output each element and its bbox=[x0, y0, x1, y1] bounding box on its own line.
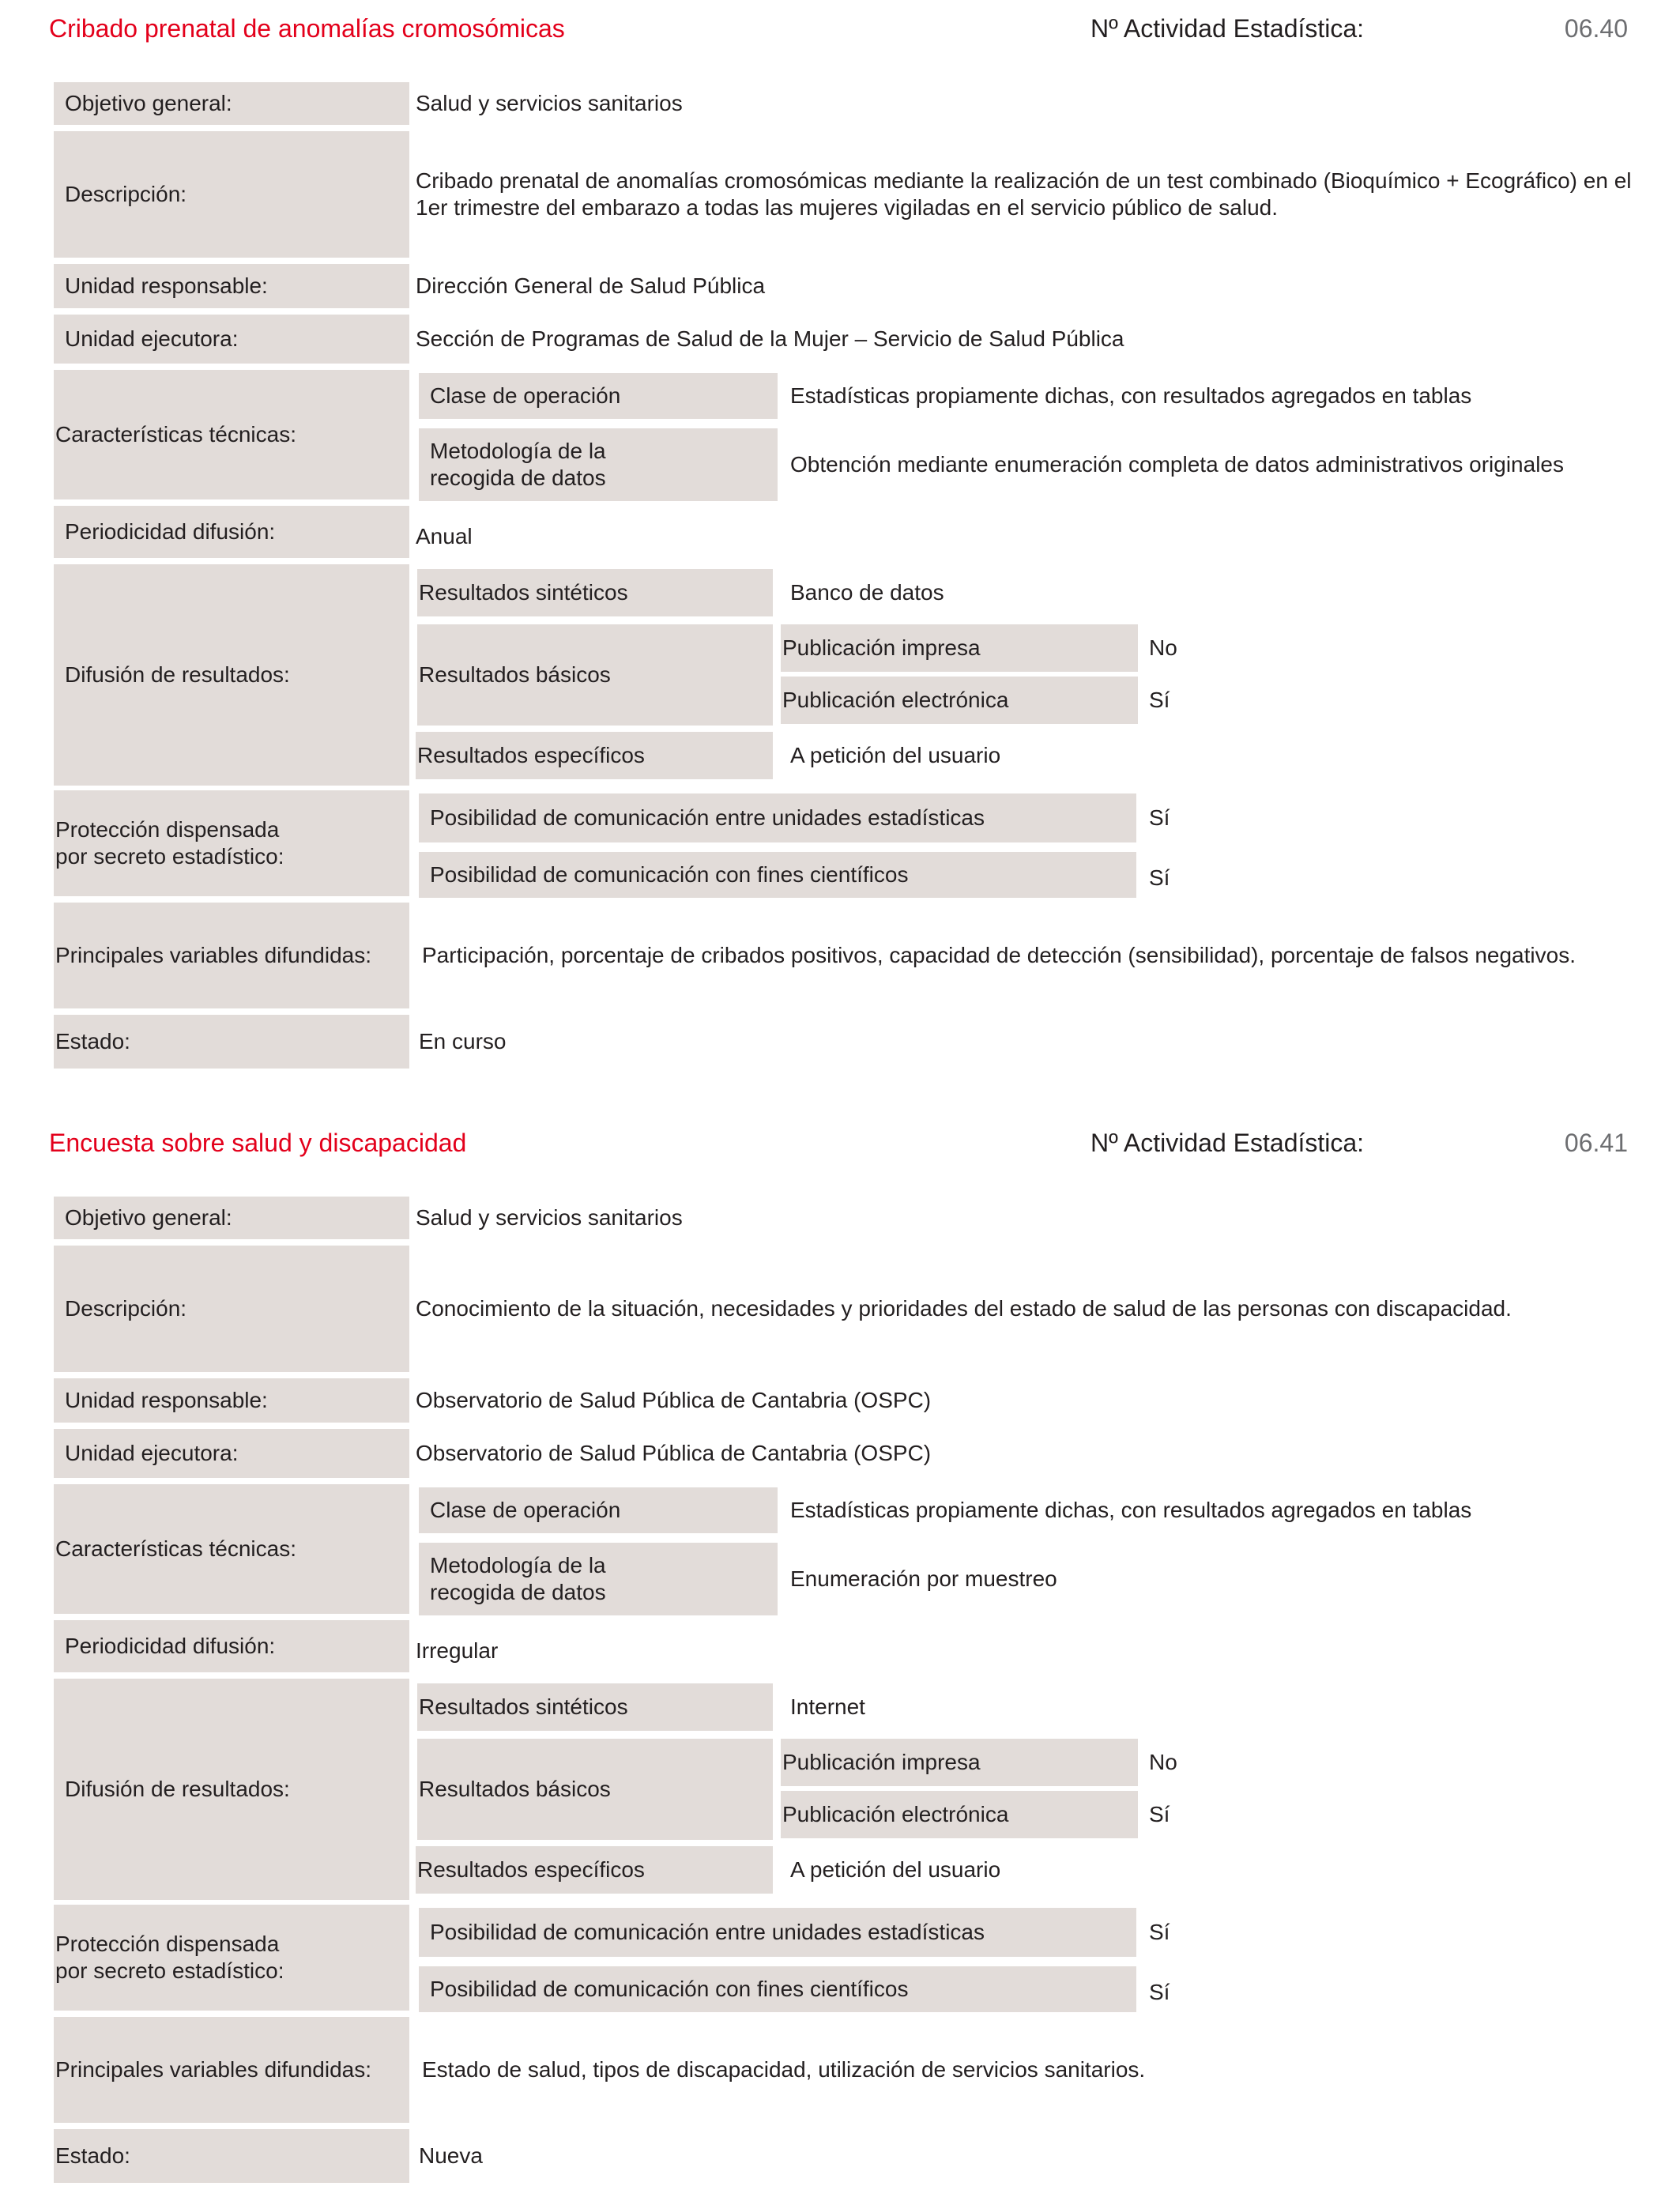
resultados-sinteticos-value: Internet bbox=[790, 1694, 865, 1719]
publicacion-impresa-label: Publicación impresa bbox=[781, 624, 1138, 672]
descripcion-label: Descripción: bbox=[54, 1246, 409, 1372]
comunicacion-cientificos-label: Posibilidad de comunicación con fines científicos bbox=[419, 1966, 1136, 2012]
resultados-basicos-label: Resultados básicos bbox=[417, 624, 773, 726]
objetivo-value: Salud y servicios sanitarios bbox=[416, 1205, 683, 1230]
proteccion-label: Protección dispensada por secreto estadístico: bbox=[54, 790, 409, 896]
variables-value: Participación, porcentaje de cribados positivos, capacidad de detección (sensibilidad), porcentaje de falsos negativos. bbox=[422, 943, 1576, 967]
resultados-sinteticos-label: Resultados sintéticos bbox=[417, 569, 773, 616]
activity-title: Encuesta sobre salud y discapacidad bbox=[49, 1129, 467, 1157]
statistical-activity-record bbox=[0, 0, 1680, 1091]
publicacion-impresa-label: Publicación impresa bbox=[781, 1739, 1138, 1786]
caracteristicas-label: Características técnicas: bbox=[54, 370, 409, 499]
comunicacion-cientificos-value: Sí bbox=[1149, 1980, 1170, 2004]
statistical-activity-record bbox=[0, 1114, 1680, 2205]
resultados-sinteticos-value: Banco de datos bbox=[790, 580, 944, 605]
resultados-sinteticos-label: Resultados sintéticos bbox=[417, 1683, 773, 1731]
activity-number-label: Nº Actividad Estadística: bbox=[1090, 1129, 1365, 1157]
unidad-responsable-label: Unidad responsable: bbox=[54, 264, 409, 308]
publicacion-impresa-value: No bbox=[1149, 1750, 1177, 1774]
unidad-ejecutora-value: Observatorio de Salud Pública de Cantabria (OSPC) bbox=[416, 1441, 932, 1465]
unidad-responsable-label: Unidad responsable: bbox=[54, 1378, 409, 1423]
publicacion-electronica-label: Publicación electrónica bbox=[781, 677, 1138, 724]
objetivo-value: Salud y servicios sanitarios bbox=[416, 91, 683, 115]
activity-number: 06.41 bbox=[1564, 1129, 1628, 1157]
activity-number-label: Nº Actividad Estadística: bbox=[1090, 14, 1365, 43]
periodicidad-value: Anual bbox=[416, 524, 473, 548]
metodologia-value: Enumeración por muestreo bbox=[790, 1566, 1057, 1591]
periodicidad-label: Periodicidad difusión: bbox=[54, 1620, 409, 1672]
clase-operacion-label: Clase de operación bbox=[419, 1487, 778, 1533]
variables-label: Principales variables difundidas: bbox=[54, 2017, 409, 2123]
publicacion-electronica-value: Sí bbox=[1149, 1802, 1170, 1826]
unidad-responsable-value: Dirección General de Salud Pública bbox=[416, 273, 766, 298]
metodologia-label: Metodología de la recogida de datos bbox=[419, 428, 778, 501]
variables-value: Estado de salud, tipos de discapacidad, utilización de servicios sanitarios. bbox=[422, 2057, 1146, 2082]
publicacion-impresa-value: No bbox=[1149, 635, 1177, 660]
publicacion-electronica-label: Publicación electrónica bbox=[781, 1791, 1138, 1838]
unidad-ejecutora-value: Sección de Programas de Salud de la Mujer – Servicio de Salud Pública bbox=[416, 326, 1124, 351]
unidad-ejecutora-label: Unidad ejecutora: bbox=[54, 1429, 409, 1478]
comunicacion-unidades-label: Posibilidad de comunicación entre unidades estadísticas bbox=[419, 793, 1136, 842]
resultados-basicos-label: Resultados básicos bbox=[417, 1739, 773, 1840]
clase-operacion-label: Clase de operación bbox=[419, 373, 778, 419]
clase-operacion-value: Estadísticas propiamente dichas, con resultados agregados en tablas bbox=[790, 383, 1472, 408]
comunicacion-unidades-value: Sí bbox=[1149, 805, 1170, 830]
descripcion-value: Conocimiento de la situación, necesidades y prioridades del estado de salud de las personas con discapacidad. bbox=[416, 1296, 1512, 1321]
resultados-especificos-label: Resultados específicos bbox=[416, 732, 773, 779]
comunicacion-cientificos-value: Sí bbox=[1149, 865, 1170, 890]
publicacion-electronica-value: Sí bbox=[1149, 688, 1170, 712]
descripcion-value: Cribado prenatal de anomalías cromosómicas mediante la realización de un test combinado (Bioquímico + Ecográfico) en el 1er trimestre del embarazo a todas las mujeres vigiladas en el servicio público de salud. bbox=[416, 168, 1632, 220]
activity-title: Cribado prenatal de anomalías cromosómicas bbox=[49, 14, 565, 43]
variables-label: Principales variables difundidas: bbox=[54, 903, 409, 1008]
comunicacion-cientificos-label: Posibilidad de comunicación con fines científicos bbox=[419, 852, 1136, 898]
comunicacion-unidades-label: Posibilidad de comunicación entre unidades estadísticas bbox=[419, 1908, 1136, 1957]
periodicidad-value: Irregular bbox=[416, 1638, 499, 1663]
unidad-ejecutora-label: Unidad ejecutora: bbox=[54, 315, 409, 364]
estado-value: Nueva bbox=[419, 2143, 483, 2168]
unidad-responsable-value: Observatorio de Salud Pública de Cantabria (OSPC) bbox=[416, 1388, 932, 1412]
estado-label: Estado: bbox=[54, 2129, 409, 2183]
periodicidad-label: Periodicidad difusión: bbox=[54, 506, 409, 558]
proteccion-label: Protección dispensada por secreto estadístico: bbox=[54, 1905, 409, 2011]
activity-number: 06.40 bbox=[1564, 14, 1628, 43]
difusion-label: Difusión de resultados: bbox=[54, 1679, 409, 1900]
difusion-label: Difusión de resultados: bbox=[54, 564, 409, 786]
comunicacion-unidades-value: Sí bbox=[1149, 1920, 1170, 1944]
resultados-especificos-value: A petición del usuario bbox=[790, 743, 1001, 767]
resultados-especificos-label: Resultados específicos bbox=[416, 1846, 773, 1894]
estado-value: En curso bbox=[419, 1029, 507, 1054]
estado-label: Estado: bbox=[54, 1015, 409, 1069]
resultados-especificos-value: A petición del usuario bbox=[790, 1857, 1001, 1882]
objetivo-label: Objetivo general: bbox=[54, 1197, 409, 1239]
metodologia-label: Metodología de la recogida de datos bbox=[419, 1543, 778, 1615]
descripcion-label: Descripción: bbox=[54, 131, 409, 258]
caracteristicas-label: Características técnicas: bbox=[54, 1484, 409, 1614]
objetivo-label: Objetivo general: bbox=[54, 82, 409, 125]
clase-operacion-value: Estadísticas propiamente dichas, con resultados agregados en tablas bbox=[790, 1498, 1472, 1522]
metodologia-value: Obtención mediante enumeración completa de datos administrativos originales bbox=[790, 452, 1564, 477]
